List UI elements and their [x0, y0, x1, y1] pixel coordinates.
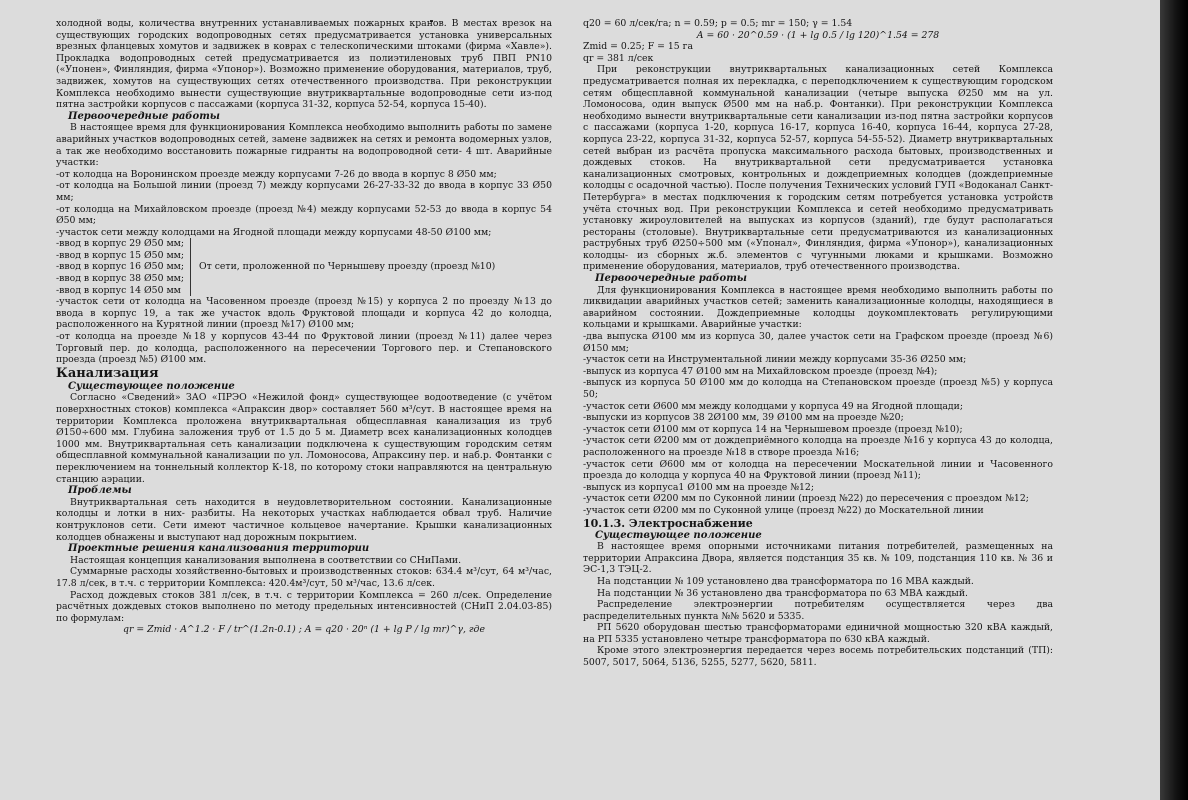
list-item: -от колодца на проезде №18 у корпусов 43-44 по Фруктовой линии (проезд №11) далее через Торговый пер. до колодца, расположенного на пересечении Торгового пер. и Степановского проезда (проезд №5) Ø100 мм.	[56, 331, 552, 366]
list-item: -ввод в корпус 15 Ø50 мм;	[56, 249, 185, 261]
list-item: -ввод в корпус 14 Ø50 мм	[56, 284, 181, 296]
left-page	[56, 18, 552, 788]
list-item: -участок сети от колодца на Часовенном проезде (проезд №15) у корпуса 2 по проезду №13 до ввода в корпус 19, а так же участок вдоль Фруктовой площади и корпуса 42 до колодца, расположенного на Курятной линии (проезд №17) Ø100 мм;	[56, 296, 552, 331]
scanner-edge-shadow	[1160, 0, 1188, 800]
list-item: -ввод в корпус 29 Ø50 мм;	[56, 238, 185, 250]
paragraph: Согласно «Сведений» ЗАО «ПРЭО «Нежилой фонд» существующее водоотведение (с учётом поверхностных стоков) комплекса «Апраксин двор» составляет 560 м³/сут. В настоящее время на территории Комплекса проложена внутриквартальная общесплавная канализация из труб Ø150÷600 мм. Глубина заложения труб от 1.5 до 5 м. Диаметр всех канализационных колодцев 1000 мм. Внутриквартальная сеть канализации подключена к существующим городским сетям общесплавной коммунальной канализации по ул. Ломоносова, Апраксину пер. и наб.р. Фонтанки с переключением на тоннельный коллектор К-18, по которому стоки направляются на центральную станцию аэрации.	[56, 392, 552, 485]
list-item: -выпуски из корпусов 38 2Ø100 мм, 39 Ø100 мм на проезде №20;	[583, 412, 904, 424]
subheading: Существующее положение	[68, 380, 235, 392]
group-note: От сети, проложенной по Чернышеву проезду (проезд №10)	[199, 261, 496, 273]
list-item: -от колодца на Михайловском проезде (проезд №4) между корпусами 52-53 до ввода в корпус 54 Ø50 мм;	[56, 203, 552, 227]
right-page	[583, 18, 1053, 788]
bracketed-group	[56, 238, 552, 296]
section-heading: Канализация	[56, 365, 159, 381]
paragraph: Распределение электроэнергии потребителям осуществляется через два распределительных пункта №№ 5620 и 5335.	[583, 599, 1053, 622]
list-item: -выпуск из корпуса 47 Ø100 мм на Михайловском проезде (проезд №4);	[583, 365, 938, 377]
paragraph: холодной воды, количества внутренних устанавливаемых пожарных кранов. В местах врезок на существующих городских водопроводных сетях предусматривается установка универсальных врезных фланцевых хомутов и задвижек в коврах с телескопическими штоками (фирма «Хавле»). Прокладка водопроводных сетей предусматривается из полиэтиленовых труб ПВП PN10 («Упонен», Финляндия, фирма «Упонор»). Возможно применение оборудования, материалов, труб, задвижек, хомутов на существующих сетях отечественного производства. При реконструкции Комплекса необходимо вынести существующие внутриквартальные водопроводные сети из-под пятна застройки корпусов с пассажами (корпуса 31-32, корпуса 52-54, корпуса 15-40).	[56, 18, 552, 111]
list-item: -участок сети на Инструментальной линии между корпусами 35-36 Ø250 мм;	[583, 354, 967, 366]
list-item: -ввод в корпус 16 Ø50 мм;	[56, 261, 185, 273]
list-item: -от колодца на Большой линии (проезд 7) между корпусами 26-27-33-32 до ввода в корпус 33 Ø50 мм;	[56, 180, 552, 203]
paragraph: Для функционирования Комплекса в настоящее время необходимо выполнить работы по ликвидации аварийных участков сетей; заменить канализационные колодцы, находящиеся в аварийном состоянии. Дождеприемные колодцы доукомплектовать регулирующими кольцами и крышками. Аварийные участки:	[583, 284, 1053, 331]
paragraph: На подстанции № 109 установлено два трансформатора по 16 МВА каждый.	[597, 575, 974, 587]
group-items	[56, 238, 191, 296]
paragraph: В настоящее время опорными источниками питания потребителей, размещенных на территории Апраксина Двора, является подстанция 35 кв. № 109, подстанция 110 кв. № 36 и ЭС-1,3 ТЭЦ-2.	[583, 541, 1053, 576]
subheading: Существующее положение	[595, 529, 762, 541]
paragraph: При реконструкции внутриквартальных канализационных сетей Комплекса предусматривается полная их перекладка, с переподключением к существующим городском сетям общесплавной коммунальной канализации (четыре выпуска Ø250 мм на ул. Ломоносова, один выпуск Ø500 мм на наб.р. Фонтанки). При реконструкции Комплекса необходимо вынести внутриквартальные сети канализации из-под пятна застройки корпусов с пассажами (корпуса 1-20, корпуса 16-17, корпуса 16-40, корпуса 16-44, корпуса 27-28, корпуса 23-22, корпуса 31-32, корпуса 52-57, корпуса 54-55-52). Диаметр внутриквартальных сетей выбран из расчёта пропуска максимального расхода бытовых, производственных и дождевых стоков. На внутриквартальной сети предусматривается установка канализационных смотровых, контрольных и дождеприемных колодцев (дождеприемные колодцы с осадочной частью). После получения Технических условий ГУП «Водоканал Санкт-Петербурга» в местах подключения к городским сетям потребуется установка устройств учёта сточных вод. При реконструкции Комплекса и сетей необходимо предусматривать установку жироуловителей на выпусках из корпусов (зданий), где будут располагаться рестораны (столовые). Внутриквартальные сети предусматриваются из канализационных раструбных труб Ø250÷500 мм («Упонал», Финляндия, фирма «Упонор»), канализационных колодцы- из сборных ж.б. элементов с чугунными люками и крышками. Возможно применение оборудования, материалов, труб отечественного производства.	[583, 64, 1053, 273]
formula: qr = Zmid · A^1.2 · F / tr^(1.2n-0.1) ; A = q20 · 20ⁿ (1 + lg P / lg mr)^γ, где	[123, 624, 485, 636]
list-item: -участок сети Ø100 мм от корпуса 14 на Чернышевом проезде (проезд №10);	[583, 423, 963, 435]
paragraph: В настоящее время для функционирования Комплекса необходимо выполнить работы по замене аварийных участков водопроводных сетей, замене задвижек на сетях и ремонта водомерных узлов, а так же необходимо восстановить пожарные гидранты на водопроводной сети- 4 шт. Аварийные участки:	[56, 122, 552, 169]
list-item: -участок сети Ø200 мм по Суконной улице (проезд №22) до Москательной линии	[583, 504, 984, 516]
paragraph: Расход дождевых стоков 381 л/сек, в т.ч. с территории Комплекса = 260 л/сек. Определение расчётных дождевых стоков выполнено по методу предельных интенсивностей (СНиП 2.04.03-85) по формулам:	[56, 589, 552, 624]
list-item: -ввод в корпус 38 Ø50 мм;	[56, 273, 185, 285]
formula-params: q20 = 60 л/сек/га; n = 0.59; p = 0.5; mr = 150; γ = 1.54	[583, 18, 853, 29]
list-item: -участок сети Ø600 мм от колодца на пересечении Москательной линии и Часовенного проезда до колодца у корпуса 40 на Фруктовой линии (проезд №11);	[583, 458, 1053, 482]
list-item: -участок сети Ø200 мм по Суконной линии (проезд №22) до пересечения с проездом №12;	[583, 493, 1029, 505]
formula: A = 60 · 20^0.59 · (1 + lg 0.5 / lg 120)^1.54 = 278	[696, 29, 940, 41]
section-heading: 10.1.3. Электроснабжение	[583, 516, 753, 530]
list-item: -выпуск из корпуса 50 Ø100 мм до колодца на Степановском проезде (проезд №5) у корпуса 50;	[583, 377, 1053, 400]
subheading: Первоочередные работы	[595, 273, 747, 285]
paragraph: Настоящая концепция канализования выполнена в соответствии со СНиПами.	[70, 554, 462, 566]
formula-result: qr = 381 л/сек	[583, 52, 654, 64]
subheading: Проблемы	[68, 485, 132, 497]
paragraph: Суммарные расходы хозяйственно-бытовых и производственных стоков: 634.4 м³/сут, 64 м³/час, 17.8 л/сек, в т.ч. с территории Комплекса: 420.4м³/сут, 50 м³/час, 13.6 л/сек.	[56, 566, 552, 589]
list-item: -участок сети Ø600 мм между колодцами у корпуса 49 на Ягодной площади;	[583, 400, 963, 412]
list-item: -участок сети Ø200 мм от дождеприёмного колодца на проезде №16 у корпуса 43 до колодца, расположенного на проезде №18 в створе проезда №16;	[583, 435, 1053, 458]
paragraph: РП 5620 оборудован шестью трансформаторами единичной мощностью 320 кВА каждый, на РП 5335 установлено четыре трансформатора по 630 кВА каждый.	[583, 622, 1053, 645]
paragraph: На подстанции № 36 установлено два трансформатора по 63 МВА каждый.	[597, 587, 968, 599]
list-item: -выпуск из корпуса1 Ø100 мм на проезде №12;	[583, 481, 814, 493]
formula-params: Zmid = 0.25; F = 15 га	[583, 41, 694, 53]
subheading: Проектные решения канализования территории	[68, 543, 370, 555]
subheading: Первоочередные работы	[68, 110, 220, 122]
list-item: -участок сети между колодцами на Ягодной площади между корпусами 48-50 Ø100 мм;	[56, 226, 492, 238]
list-item: -два выпуска Ø100 мм из корпуса 30, далее участок сети на Графском проезде (проезд №6) Ø150 мм;	[583, 331, 1053, 354]
paragraph: Кроме этого электроэнергия передается через восемь потребительских подстанций (ТП): 5007, 5017, 5064, 5136, 5255, 5277, 5620, 5811.	[583, 645, 1053, 669]
paragraph: Внутриквартальная сеть находится в неудовлетворительном состоянии. Канализационные колодцы и лотки в них- разбиты. На некоторых участках наблюдается обвал труб. Наличие контруклонов сети. Сети имеют частичное кольцевое начертание. Крышки канализационных колодцев обнажены и выступают над дорожным покрытием.	[56, 496, 552, 543]
list-item: -от колодца на Воронинском проезде между корпусами 7-26 до ввода в корпус 8 Ø50 мм;	[56, 168, 497, 180]
